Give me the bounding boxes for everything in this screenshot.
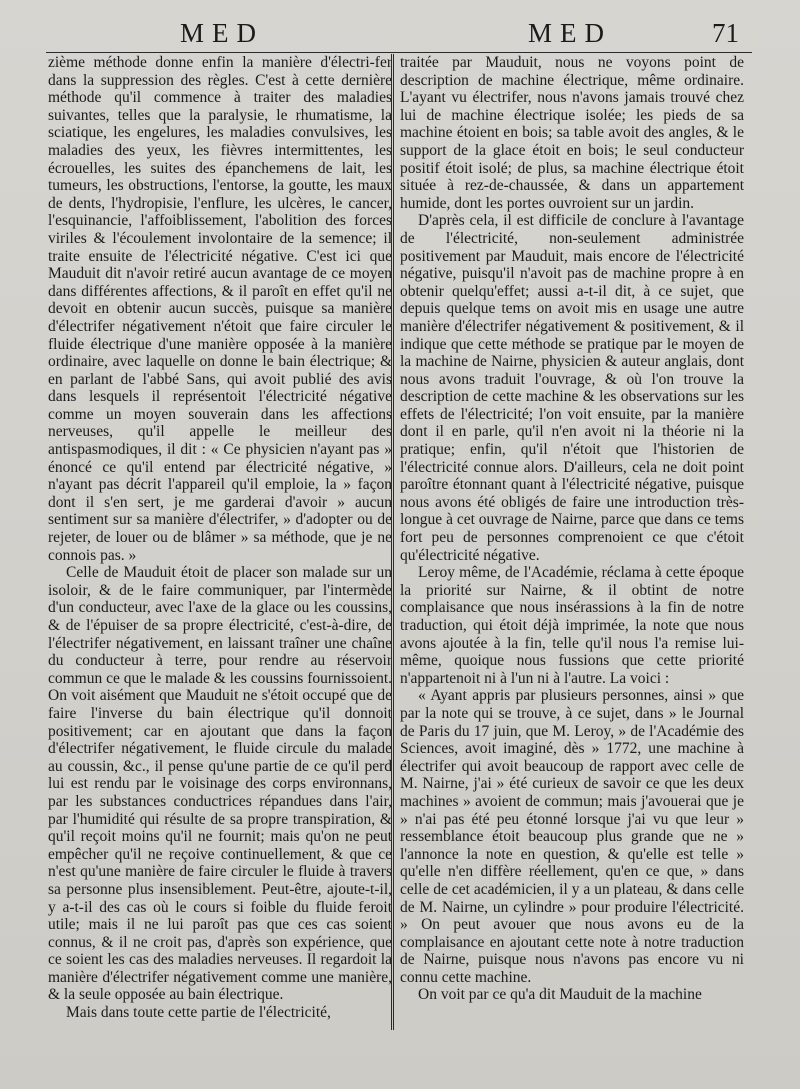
right-paragraph-1: traitée par Mauduit, nous ne voyons point de description de machine électrique, même ordinaire. L'ayant vu électrifer, nous n'avons jamais trouvé chez lui de machine électrique isolée; les pieds de sa machine étoient en bois; sa table avoit des angles, & le support de la glace étoit en bois; le seul conducteur positif étoit isolé; de plus, sa machine électrique étoit située à rez-de-chaussée, & dans un appartement humide, dont les portes ouvroient sur un jardin. (400, 54, 744, 212)
right-paragraph-4: « Ayant appris par plusieurs personnes, ainsi » que par la note qui se trouve, à ce sujet, dans » le Journal de Paris du 17 juin, que M. Leroy, » de l'Académie des Sciences, avoit imaginé, dès » 1772, une machine à électrifer qui avoit beaucoup de rapport avec celle de M. Nairne, j'ai » été curieux de savoir ce que les deux machines » avoient de commun; mais j'avouerai que je » n'ai pas été peu étonné lorsque j'ai vu que leur » ressemblance étoit beaucoup plus grande que ne » l'annonce la note en question, & qu'elle est telle » qu'elle n'en diffère réellement, qu'en ce que, » dans celle de cet académicien, il y a un plateau, & dans celle de M. Nairne, un cylindre » pour produire l'électricité. » On peut avouer que nous avons eu de la complaisance en ajoutant cette note à notre traduction de Nairne, puisque nous n'avons pas encore vu ni connu cette machine. (400, 687, 744, 986)
left-column (48, 54, 392, 1022)
column-divider (391, 54, 394, 1030)
right-paragraph-3: Leroy même, de l'Académie, réclama à cette époque la priorité sur Nairne, & il obtint de notre complaisance que nous insérassions à la fin de notre traduction, qui étoit déjà imprimée, la note que nous avons ajoutée à la fin, telle qu'il nous l'a remise lui-même, quoique nous fussions que cette priorité n'appartenoit ni à l'un ni à l'autre. La voici : (400, 564, 744, 687)
page-number: 71 (712, 18, 739, 48)
left-paragraph-2: Celle de Mauduit étoit de placer son malade sur un isoloir, & de le faire communiquer, par l'intermède d'un conducteur, avec l'axe de la glace ou les coussins, & de l'épuiser de sa propre électricité, c'est-à-dire, de l'électrifer négativement, en laissant traîner une chaîne du conducteur à terre, pour rendre au réservoir commun ce que le malade & les coussins fournissoient. On voit aisément que Mauduit ne s'étoit occupé que de faire l'inverse du bain électrique qu'il donnoit positivement; car en ajoutant que dans la façon d'électrifer négativement, le fluide circule du malade au coussin, &c., il pense qu'une partie de ce qu'il perd lui est rendu par le voisinage des corps environnans, par les substances conductrices répandues dans l'air, par l'humidité qui résulte de sa propre transpiration, & qu'il reçoit moins qu'il ne fournit; mais qu'on ne peut empêcher qu'il ne reçoive continuellement, & que ce n'est qu'une manière de faire circuler le fluide à travers sa personne plus insensiblement. Peut-être, ajoute-t-il, y a-t-il des cas où le cours si foible du fluide feroit utile; mais il ne lui paroît pas que ces cas soient connus, & il ne croit pas, d'après son expérience, que ce soient les cas des maladies nerveuses. Il regardoit la manière d'électrifer négativement comme une manière, & la seule opposée au bain électrique. (48, 564, 392, 1004)
left-paragraph-3: Mais dans toute cette partie de l'électricité, (66, 1004, 331, 1022)
header-right-title: MED (528, 18, 612, 48)
right-paragraph-2: D'après cela, il est difficile de conclure à l'avantage de l'électricité, non-seulement administrée positivement par Mauduit, mais encore de l'électricité négative, puisqu'il n'avoit pas de machine propre à en obtenir quelqu'effet; aussi a-t-il dit, à ce sujet, que depuis quelque tems on avoit mis en usage une autre manière d'électrifer négativement & positivement, & il indique que cette méthode se pratique par le moyen de la machine de Nairne, physicien & auteur anglais, dont nous avons traduit l'ouvrage, & où l'on trouve la description de cette machine & les observations sur les effets de l'électricité; l'on voit ensuite, par la manière dont il en parle, qu'il n'en avoit ni la théorie ni la pratique; enfin, qu'il n'étoit que l'historien de l'électricité connue alors. D'ailleurs, cela ne doit point paroître étonnant quant à l'électricité négative, puisque nous avons été obligés de faire une introduction très-longue à cet ouvrage de Nairne, parce que dans ce tems fort peu de personnes comprenoient ce que c'étoit qu'électricité négative. (400, 212, 744, 564)
header-left-title: MED (180, 18, 264, 48)
left-paragraph-1: zième méthode donne enfin la manière d'électri-fer dans la suppression des règles. C'est à cette dernière méthode qu'il commence à traiter des maladies suivantes, telles que la paralysie, le rhumatisme, la sciatique, les engelures, les maladies convulsives, les maladies des yeux, les fièvres intermittentes, les écrouelles, les suites des épanchemens de lait, les tumeurs, les obstructions, l'entorse, la goutte, les maux de dents, l'hydropisie, l'enflure, les ulcères, le cancer, l'esquinancie, l'affoiblissement, l'abolition des forces viriles & l'écoulement involontaire de la semence; il traite ensuite de l'électricité négative. C'est ici que Mauduit dit n'avoir retiré aucun avantage de ce moyen dans différentes affections, & il paroît en effet qu'il ne devoit en obtenir aucun succès, puisque sa manière d'électrifer négativement n'étoit que faire circuler le fluide électrique d'une manière opposée à la manière ordinaire, avec laquelle on donne le bain électrique; & en parlant de l'abbé Sans, qui avoit publié des avis dans lesquels il représentoit l'électricité négative comme un moyen souverain dans les affections nerveuses, qu'il appelle le meilleur des antispasmodiques, il dit : « Ce physicien n'ayant pas » énoncé ce qu'il entend par électricité négative, » n'ayant pas décrit l'appareil qu'il emploie, la » façon dont il s'en sert, je me garderai d'avoir » aucun sentiment sur sa manière d'électrifer, » d'adopter ou de rejeter, de louer ou de blâmer » sa méthode, que je ne connois pas. » (48, 54, 392, 564)
right-paragraph-5: On voit par ce qu'a dit Mauduit de la machine (418, 986, 702, 1004)
header-rule (46, 52, 752, 53)
running-header (0, 0, 800, 48)
right-column (400, 54, 744, 1004)
